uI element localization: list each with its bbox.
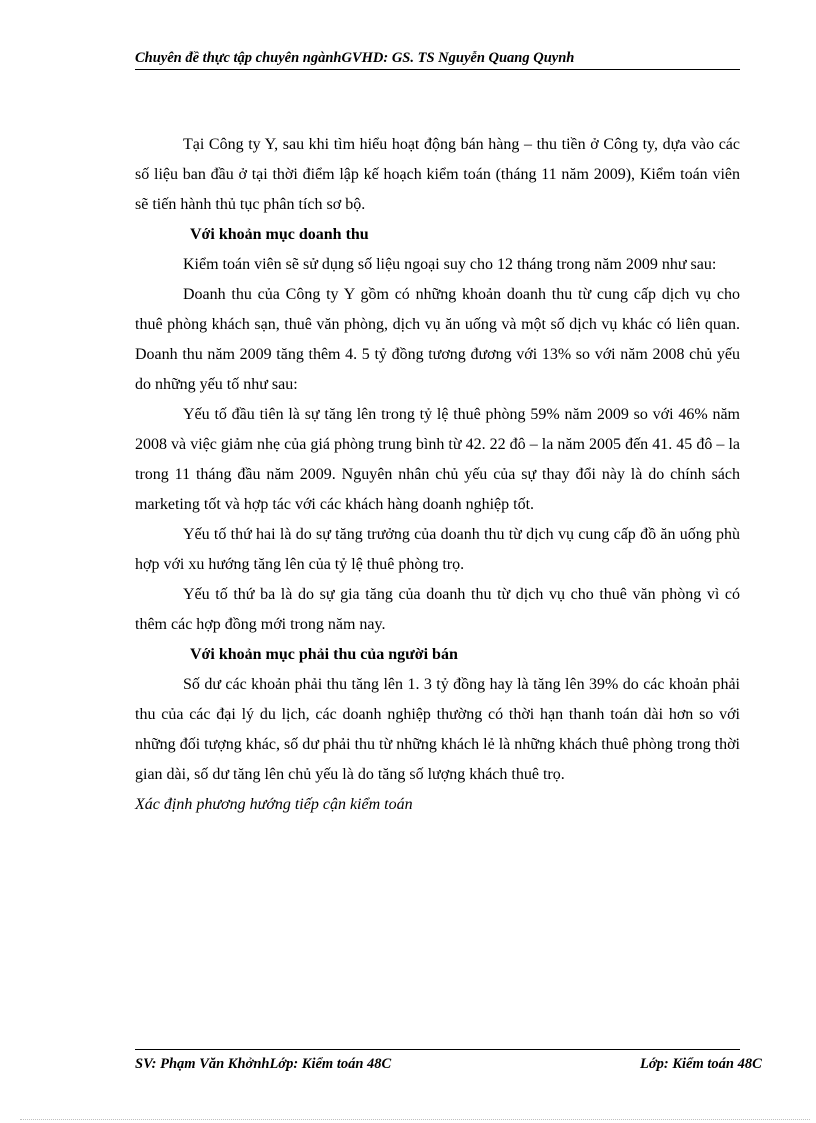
revenue-paragraph-2: Doanh thu của Công ty Y gồm có những khoản doanh thu từ cung cấp dịch vụ cho thuê phòng khách sạn, thuê văn phòng, dịch vụ ăn uống và một số dịch vụ khác có liên quan. Doanh thu năm 2009 tăng thêm 4. 5 tỷ đồng tương đương với 13% so với năm 2008 chủ yếu do những yếu tố như sau: — [135, 286, 740, 393]
revenue-paragraph-3: Yếu tố đầu tiên là sự tăng lên trong tỷ lệ thuê phòng 59% năm 2009 so với 46% năm 2008 và việc giảm nhẹ của giá phòng trung bình từ 42. 22 đô – la năm 2005 đến 41. 45 đô – la trong 11 tháng đầu năm 2009. Nguyên nhân chủ yếu của sự thay đổi này là do chính sách marketing tốt và hợp tác với các khách hàng doanh nghiệp tốt. — [135, 406, 740, 513]
document-body — [135, 130, 740, 820]
audit-approach-heading: Xác định phương hướng tiếp cận kiểm toán — [135, 796, 413, 813]
footer-student: SV: Phạm Văn KhởnhLớp: Kiểm toán 48C — [135, 1056, 392, 1072]
footer-class: Lớp: Kiểm toán 48C — [640, 1056, 762, 1072]
revenue-section-heading: Với khoản mục doanh thu — [190, 226, 369, 243]
footer-divider — [135, 1049, 740, 1050]
receivable-paragraph: Số dư các khoản phải thu tăng lên 1. 3 tỷ đồng hay là tăng lên 39% do các khoản phải thu của các đại lý du lịch, các doanh nghiệp thường có thời hạn thanh toán dài hơn so với những đối tượng khác, số dư phải thu từ những khách lẻ là những khách thuê phòng trong thời gian dài, số dư tăng lên chủ yếu là do tăng số lượng khách thuê trọ. — [135, 676, 740, 783]
intro-paragraph: Tại Công ty Y, sau khi tìm hiểu hoạt động bán hàng – thu tiền ở Công ty, dựa vào các số liệu ban đầu ở tại thời điểm lập kế hoạch kiểm toán (tháng 11 năm 2009), Kiểm toán viên sẽ tiến hành thủ tục phân tích sơ bộ. — [135, 136, 740, 213]
revenue-paragraph-1: Kiểm toán viên sẽ sử dụng số liệu ngoại suy cho 12 tháng trong năm 2009 như sau: — [183, 256, 717, 273]
revenue-paragraph-4: Yếu tố thứ hai là do sự tăng trưởng của doanh thu từ dịch vụ cung cấp đồ ăn uống phù hợp với xu hướng tăng lên của tỷ lệ thuê phòng trọ. — [135, 526, 740, 573]
receivable-section-heading: Với khoản mục phải thu của người bán — [190, 646, 458, 663]
page-break-line — [20, 1119, 810, 1120]
revenue-paragraph-5: Yếu tố thứ ba là do sự gia tăng của doanh thu từ dịch vụ cho thuê văn phòng vì có thêm các hợp đồng mới trong năm nay. — [135, 586, 740, 633]
page-header: Chuyên đề thực tập chuyên ngànhGVHD: GS. TS Nguyễn Quang Quynh — [135, 50, 740, 70]
